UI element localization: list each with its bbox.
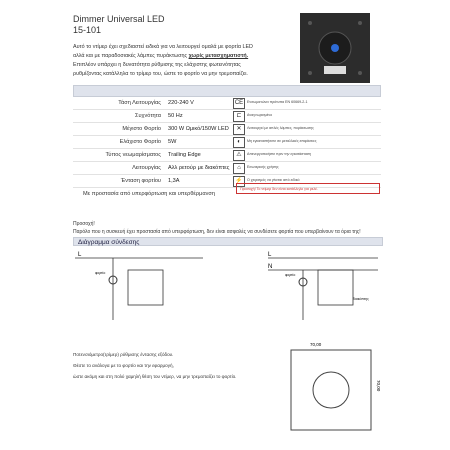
spec-key: Τάση Λειτουργίας — [118, 100, 161, 106]
relay-warning: Προσοχή! Το ντίμερ δεν είναι κατάλληλο για ρελέ. — [236, 183, 380, 194]
label-n-right: N — [268, 264, 273, 270]
spec-value: 50 Hz — [168, 113, 183, 119]
dim-width: 70,00 — [310, 342, 322, 347]
spec-row — [73, 97, 381, 110]
cert-text: Μη εγκαταστήσετε σε μεταλλικές επιφάνειες — [247, 139, 317, 143]
cert-item — [233, 163, 381, 173]
spec-key: Τύπος νεωμαρίσματος — [105, 152, 161, 158]
intro-text — [73, 43, 303, 79]
dimensions-drawing — [285, 340, 385, 440]
metal-surface-icon: ◐ — [233, 137, 245, 148]
intro-line-2 — [73, 52, 303, 61]
cert-text: Αναγνωρισμένο — [247, 113, 273, 117]
product-model: 15-101 — [73, 25, 102, 35]
spec-key: Λειτουργίας — [132, 165, 161, 171]
spec-value: Trailing Edge — [168, 152, 201, 158]
spec-key: Συχνότητα — [135, 113, 161, 119]
screw-icon — [308, 21, 312, 25]
trimmer-line-3: ώστε ακόμη και στη πολύ χαμηλή θέση του ντίμερ, να μην τρεμοπαίζει το φορτίο. — [73, 374, 237, 379]
cert-item — [233, 150, 381, 160]
dimmer-illustration — [300, 13, 370, 83]
spec-key: Μέγιστο Φορτίο — [122, 126, 161, 132]
spec-key: Ελάχιστο Φορτίο — [119, 139, 161, 145]
spec-key: Ένταση φορτίου — [120, 178, 161, 184]
spec-value: 5W — [168, 139, 177, 145]
warning-icon: ⚠ — [233, 150, 245, 161]
indoor-icon: ⌂ — [233, 163, 245, 174]
spec-value: 1,3A — [168, 178, 180, 184]
spec-row — [73, 136, 381, 149]
screw-icon — [308, 71, 312, 75]
intro-line-4: ρυθμίζοντας κατάλληλα το τρίμερ του, ώστε το φορτίο να μην τρεμοπαίζει. — [73, 71, 248, 77]
cert-item — [233, 124, 381, 134]
caution-text: Παρόλο που η συσκευή έχει προστασία από υπερφόρτωση, δεν είναι ασφαλές να συνδέσετε φορτία που υπερβαίνουν τα όρια της! — [73, 229, 361, 235]
lamp-icon: ✕ — [233, 124, 245, 135]
spec-row — [73, 123, 381, 136]
cert-item — [233, 98, 381, 108]
label-l-left: L — [78, 252, 82, 258]
knob-outline — [313, 372, 349, 408]
intro-line-2-a: αλλά και με παραδοσιακές λάμπες πυράκτωσης — [73, 53, 188, 59]
screw-icon — [358, 21, 362, 25]
caution-title: Προσοχή! — [73, 221, 95, 227]
dimmer-box-right — [318, 270, 353, 305]
spec-row — [73, 162, 381, 175]
cert-text: Εσωτερικής χρήσης — [247, 165, 279, 169]
ce-icon: CE — [233, 98, 245, 109]
intro-line-2-bold: χωρίς μετασχηματιστή. — [188, 53, 249, 59]
product-title: Dimmer Universal LED — [73, 14, 165, 24]
dimmer-box-left — [128, 270, 163, 305]
cert-text: Λειτουργεί με απλές λάμπες, πυράκτωσης — [247, 126, 314, 130]
trimmer-line-2: Θέστε το ανάλογα με το φορτίο και την εφαρμογή, — [73, 363, 174, 368]
intro-line-1: Αυτό το ντίμερ έχει σχεδιαστεί ειδικά για να λειτουργεί ομαλά με φορτία LED — [73, 44, 253, 50]
protection-text: Με προστασία από υπερφόρτωση και υπερθέρμανση — [83, 191, 215, 197]
spec-value: Αλλ ρετούρ με διακόπτες — [168, 165, 230, 171]
label-l-right: L — [268, 252, 272, 258]
device-outline — [291, 350, 371, 430]
dimmer-photo — [300, 13, 370, 83]
caution-block — [73, 220, 383, 236]
cert-text: Ο χειρισμός να γίνεται από ειδικό — [247, 178, 300, 182]
spec-value: 300 W Ωμικό/150W LED — [168, 126, 229, 132]
screw-icon — [358, 71, 362, 75]
cert-text: Απενεργοποιήστε πριν την εγκατάσταση — [247, 152, 312, 156]
spec-header-bar — [73, 85, 381, 97]
label-switch: διακόπτης — [353, 297, 369, 301]
label-load-right: φορτίο — [285, 273, 296, 277]
dimmer-led — [331, 44, 339, 52]
spec-row — [73, 110, 381, 123]
label-load-left: φορτίο — [95, 271, 106, 275]
cert-item — [233, 137, 381, 147]
spec-value: 220-240 V — [168, 100, 194, 106]
trimmer-line-1: Ποτενσιόμετρο(τρίμερ) ρύθμισης έντασης εξόδου. — [73, 352, 174, 357]
cert-text: Ενσωματώνει πρότυπα ΕΝ 60669-2-1 — [247, 100, 308, 104]
cert-item — [233, 111, 381, 121]
wiring-diagram — [73, 250, 383, 340]
intro-line-3: Επιπλέον υπάρχει η δυνατότητα ρύθμισης της ελάχιστης φωτεινότητας — [73, 62, 241, 68]
dimmer-terminal — [324, 66, 346, 74]
electrician-icon: ⚡ — [233, 176, 245, 187]
diagram-header: Διάγραμμα σύνδεσης — [73, 237, 383, 246]
spec-row — [73, 149, 381, 162]
dim-height: 70,00 — [376, 380, 381, 392]
approval-icon: ⊏ — [233, 111, 245, 122]
